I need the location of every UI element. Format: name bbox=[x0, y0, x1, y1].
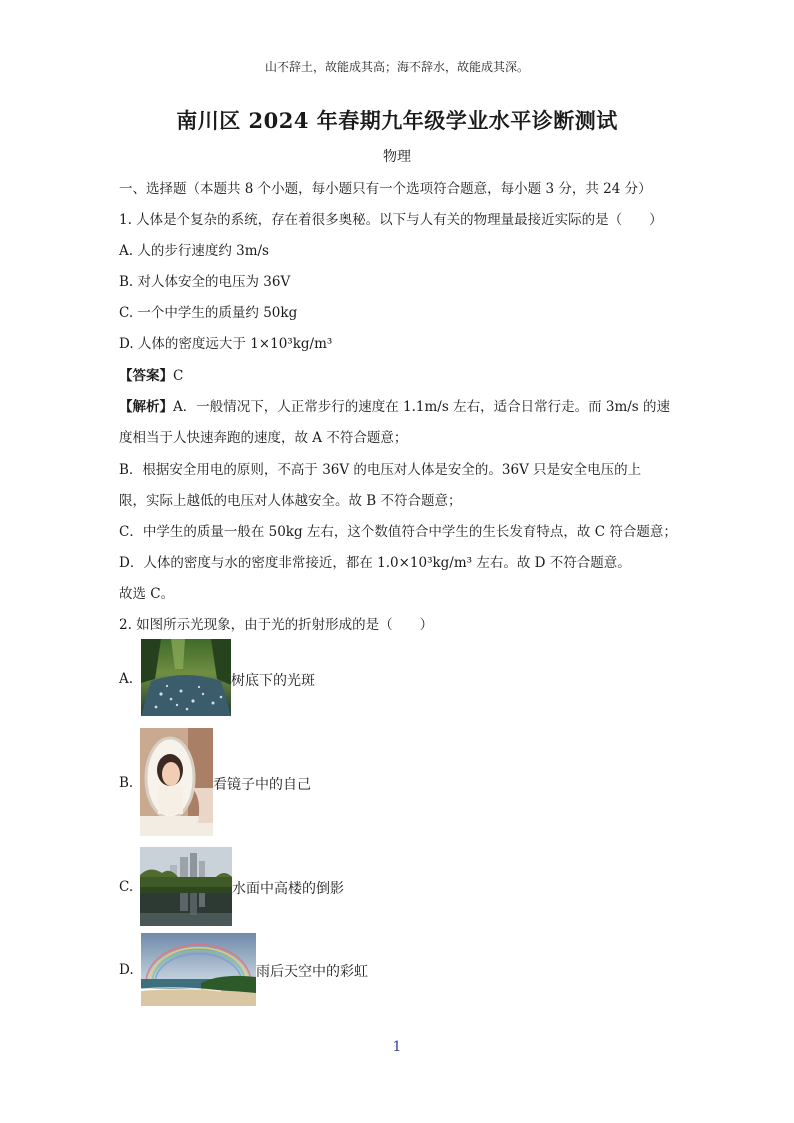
analysis-line-2: 度相当于人快速奔跑的速度，故 A 不符合题意； bbox=[119, 430, 408, 446]
rainbow-image bbox=[141, 933, 256, 1006]
header-quote: 山不辞土，故能成其高；海不辞水，故能成其深。 bbox=[264, 60, 529, 74]
analysis-line-1 bbox=[119, 395, 670, 415]
q2-option-d-letter: D. bbox=[119, 962, 134, 978]
analysis-tag: 【解析】 bbox=[119, 399, 173, 415]
answer-value: C bbox=[173, 368, 184, 384]
question-2-stem: 2. 如图所示光现象，由于光的折射形成的是（ ） bbox=[119, 617, 434, 633]
section-heading: 一、选择题（本题共 8 个小题，每小题只有一个选项符合题意，每小题 3 分，共 24 分） bbox=[119, 181, 652, 197]
page-number: 1 bbox=[392, 1039, 402, 1055]
q2-option-c-caption: 水面中高楼的倒影 bbox=[232, 881, 344, 897]
building-reflection-image bbox=[140, 847, 232, 926]
q2-option-a-caption: 树底下的光斑 bbox=[231, 673, 315, 689]
q1-answer-line bbox=[119, 364, 183, 384]
analysis-line-7: 故选 C。 bbox=[119, 586, 175, 602]
analysis-line-5: C．中学生的质量一般在 50kg 左右，这个数值符合中学生的生长发育特点，故 C 符合题意； bbox=[119, 524, 677, 540]
exam-title: 南川区 2024 年春期九年级学业水平诊断测试 bbox=[176, 108, 618, 133]
forest-light-spots-image bbox=[141, 639, 231, 716]
q1-option-d: D. 人体的密度远大于 1×10³kg/m³ bbox=[119, 336, 333, 352]
analysis-line-3: B．根据安全用电的原则，不高于 36V 的电压对人体是安全的。36V 只是安全电压的上 bbox=[119, 462, 642, 478]
q2-option-a-letter: A. bbox=[119, 671, 134, 687]
q2-option-b-letter: B. bbox=[119, 775, 134, 791]
q1-option-b: B. 对人体安全的电压为 36V bbox=[119, 274, 291, 290]
q2-option-c-letter: C. bbox=[119, 879, 134, 895]
q2-option-d-caption: 雨后天空中的彩虹 bbox=[256, 964, 368, 980]
analysis-line-6: D．人体的密度与水的密度非常接近，都在 1.0×10³kg/m³ 左右。故 D 不符合题意。 bbox=[119, 555, 631, 571]
answer-tag: 【答案】 bbox=[119, 368, 173, 384]
q1-option-a: A. 人的步行速度约 3m/s bbox=[119, 243, 269, 259]
analysis-text: A．一般情况下，人正常步行的速度在 1.1m/s 左右，适合日常行走。而 3m/s 的速 bbox=[173, 399, 671, 415]
analysis-line-4: 限，实际上越低的电压对人体越安全。故 B 不符合题意； bbox=[119, 493, 462, 509]
q1-option-c: C. 一个中学生的质量约 50kg bbox=[119, 305, 298, 321]
q2-option-b-caption: 看镜子中的自己 bbox=[213, 777, 311, 793]
subject-label: 物理 bbox=[383, 149, 411, 165]
woman-mirror-image bbox=[140, 728, 213, 836]
question-1-stem: 1. 人体是个复杂的系统，存在着很多奥秘。以下与人有关的物理量最接近实际的是（ ） bbox=[119, 212, 663, 228]
